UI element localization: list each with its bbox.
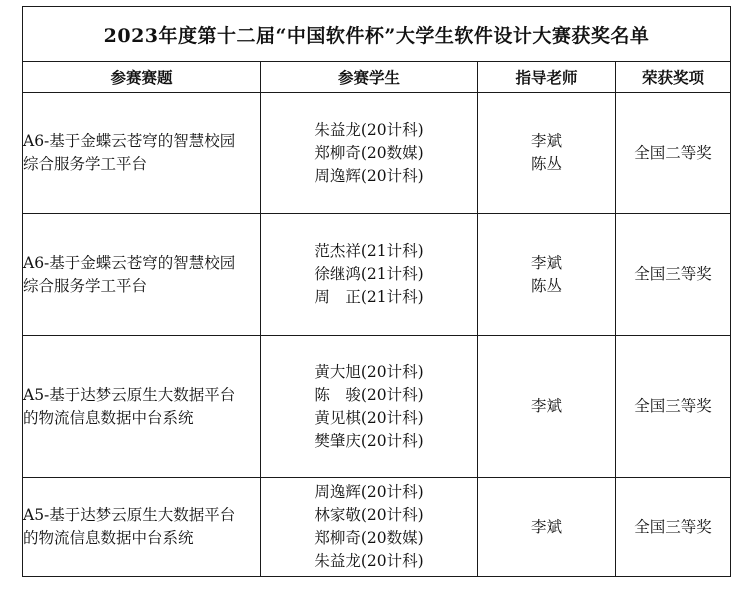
advisor-name: 李斌 xyxy=(530,132,562,150)
student-name: 郑柳奇(20数媒) xyxy=(314,529,424,547)
student-name: 黄大旭(20计科) xyxy=(314,362,424,381)
student-name: 周 正(21计科) xyxy=(314,288,424,306)
advisor-name: 陈丛 xyxy=(530,155,562,173)
student-name: 朱益龙(20计科) xyxy=(314,120,424,139)
table-row xyxy=(23,478,731,577)
student-name: 黄见棋(20计科) xyxy=(314,408,424,427)
award-list-document xyxy=(22,6,730,574)
header-students: 参赛学生 xyxy=(261,62,478,93)
students-cell xyxy=(261,214,478,336)
topic-line: 综合服务学工平台 xyxy=(23,155,148,173)
award-table xyxy=(22,6,731,577)
advisor-cell xyxy=(478,214,616,336)
topic-cell xyxy=(23,336,261,478)
topic-line: 的物流信息数据中台系统 xyxy=(23,529,194,547)
table-title: 2023年度第十二届“中国软件杯”大学生软件设计大赛获奖名单 xyxy=(23,7,731,62)
student-name: 陈 骏(20计科) xyxy=(314,385,424,404)
students-cell xyxy=(261,93,478,214)
topic-line: 的物流信息数据中台系统 xyxy=(23,408,194,427)
table-row xyxy=(23,336,731,478)
topic-cell xyxy=(23,93,261,214)
topic-line: 综合服务学工平台 xyxy=(23,276,148,295)
advisor-name: 李斌 xyxy=(530,517,562,536)
header-advisor: 指导老师 xyxy=(478,62,616,93)
topic-line: A5-基于达梦云原生大数据平台 xyxy=(23,506,236,524)
topic-line: A6-基于金蝶云苍穹的智慧校园 xyxy=(23,132,236,150)
student-name: 朱益龙(20计科) xyxy=(314,552,424,570)
award-cell: 全国三等奖 xyxy=(616,336,731,478)
student-name: 郑柳奇(20数媒) xyxy=(314,143,424,162)
table-row xyxy=(23,214,731,336)
header-row xyxy=(23,62,731,93)
advisor-name: 李斌 xyxy=(530,397,562,415)
student-name: 徐继鸿(21计科) xyxy=(314,265,424,283)
advisor-cell xyxy=(478,336,616,478)
topic-cell xyxy=(23,478,261,577)
student-name: 周逸辉(20计科) xyxy=(314,166,424,185)
advisor-name: 陈丛 xyxy=(530,276,562,295)
advisor-name: 李斌 xyxy=(530,253,562,272)
award-cell: 全国三等奖 xyxy=(616,478,731,577)
header-award: 荣获奖项 xyxy=(616,62,731,93)
award-cell: 全国二等奖 xyxy=(616,93,731,214)
student-name: 林家敬(20计科) xyxy=(314,506,424,524)
advisor-cell xyxy=(478,93,616,214)
advisor-cell xyxy=(478,478,616,577)
award-cell: 全国三等奖 xyxy=(616,214,731,336)
student-name: 樊肇庆(20计科) xyxy=(314,431,424,450)
topic-line: A6-基于金蝶云苍穹的智慧校园 xyxy=(23,253,236,272)
student-name: 范杰祥(21计科) xyxy=(314,242,424,260)
students-cell xyxy=(261,478,478,577)
table-row xyxy=(23,93,731,214)
students-cell xyxy=(261,336,478,478)
topic-line: A5-基于达梦云原生大数据平台 xyxy=(23,385,236,404)
student-name: 周逸辉(20计科) xyxy=(314,483,424,501)
header-topic: 参赛赛题 xyxy=(23,62,261,93)
title-row xyxy=(23,7,731,62)
topic-cell xyxy=(23,214,261,336)
